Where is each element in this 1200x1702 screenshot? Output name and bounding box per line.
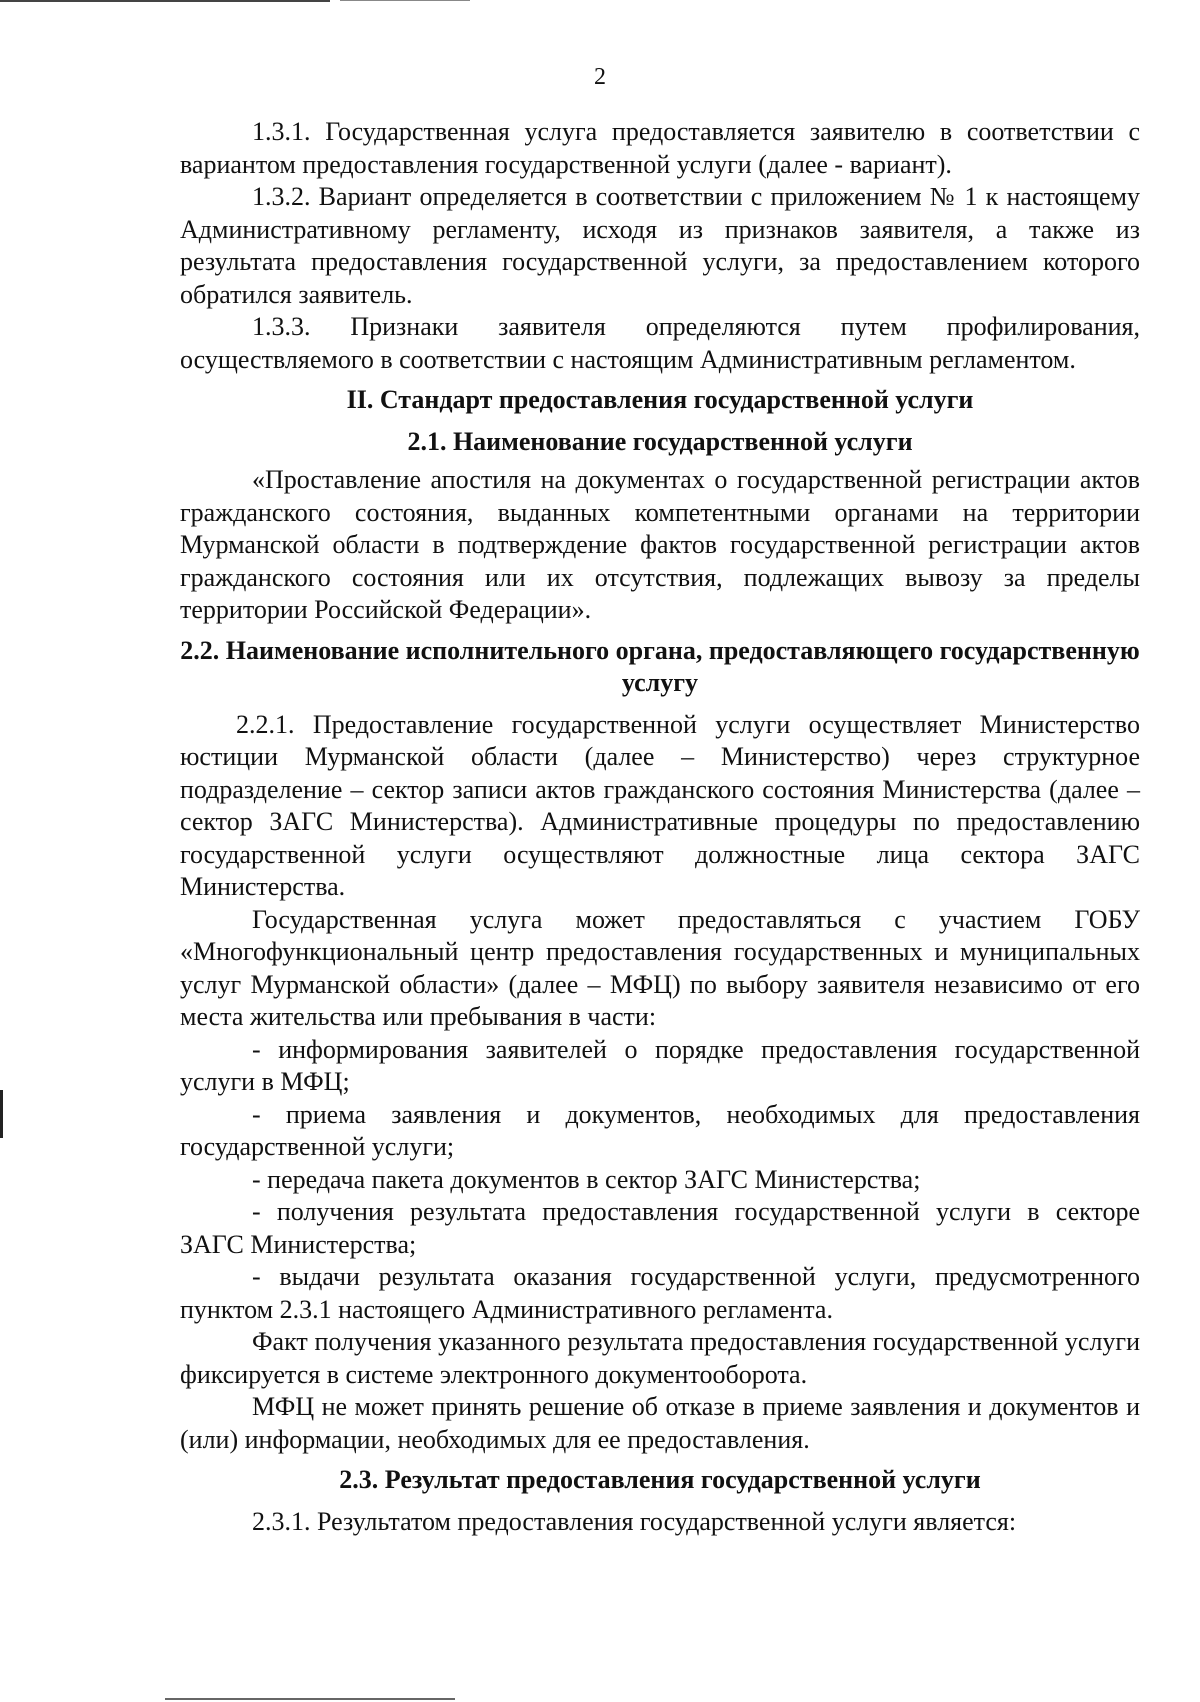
bottom-scan-line [165, 1698, 455, 1700]
paragraph-service-name: «Проставление апостиля на документах о государственной регистрации актов гражданского состояния, выданных компетентными органами на территории Мурманской области в подтверждение фактов государственной регистрации актов гражданского состояния или их отсутствия, подлежащих вывозу за пределы территории Российской Федерации». [180, 465, 1140, 624]
paragraph-mfc-refusal: МФЦ не может принять решение об отказе в приеме заявления и документов и (или) информации, необходимых для ее предоставления. [180, 1392, 1140, 1454]
list-item-transfer: - передача пакета документов в сектор ЗАГС Министерства; [252, 1164, 921, 1194]
paragraph-1-3-1: 1.3.1. Государственная услуга предоставляется заявителю в соответствии с вариантом предоставления государственной услуги (далее - вариант). [180, 117, 1140, 179]
paragraph-mfc-participation: Государственная услуга может предоставляться с участием ГОБУ «Многофункциональный центр предоставления государственных и муниципальных услуг Мурманской области» (далее – МФЦ) по выбору заявителя независимо от его места жительства или пребывания в части: [180, 904, 1140, 1031]
section-heading-2-1: 2.1. Наименование государственной услуги [407, 427, 913, 456]
margin-mark [0, 1090, 3, 1138]
section-heading-2-2: 2.2. Наименование исполнительного органа, предоставляющего государственную услугу [180, 635, 1140, 697]
document-body [180, 116, 1140, 1539]
paragraph-2-2-1: 2.2.1. Предоставление государственной услуги осуществляет Министерство юстиции Мурманской области (далее – Министерство) через структурное подразделение – сектор записи актов гражданского состояния Министерства (далее – сектор ЗАГС Министерства). Административные процедуры по предоставлению государственной услуги осуществляют должностные лица сектора ЗАГС Министерства. [180, 709, 1140, 901]
paragraph-1-3-3: 1.3.3. Признаки заявителя определяются путем профилирования, осуществляемого в соответствии с настоящим Административным регламентом. [180, 312, 1140, 374]
paragraph-1-3-2: 1.3.2. Вариант определяется в соответствии с приложением № 1 к настоящему Административному регламенту, исходя из признаков заявителя, а также из результата предоставления государственной услуги, за предоставлением которого обратился заявитель. [180, 182, 1140, 309]
section-heading-2-3: 2.3. Результат предоставления государственной услуги [339, 1465, 981, 1494]
list-item-receiving-result: - получения результата предоставления государственной услуги в секторе ЗАГС Министерства; [180, 1197, 1140, 1259]
section-heading-ii: II. Стандарт предоставления государственной услуги [346, 385, 974, 414]
paragraph-2-3-1: 2.3.1. Результатом предоставления государственной услуги является: [252, 1507, 1017, 1536]
top-scan-line [0, 0, 330, 2]
list-item-reception: - приема заявления и документов, необходимых для предоставления государственной услуги; [180, 1099, 1140, 1161]
top-scan-line-2 [340, 0, 470, 1]
page-number: 2 [594, 64, 606, 90]
list-item-informing: - информирования заявителей о порядке предоставления государственной услуги в МФЦ; [180, 1034, 1140, 1096]
list-item-issuing-result: - выдачи результата оказания государственной услуги, предусмотренного пунктом 2.3.1 настоящего Административного регламента. [180, 1262, 1140, 1324]
paragraph-result-fixation: Факт получения указанного результата предоставления государственной услуги фиксируется в системе электронного документооборота. [180, 1327, 1140, 1389]
